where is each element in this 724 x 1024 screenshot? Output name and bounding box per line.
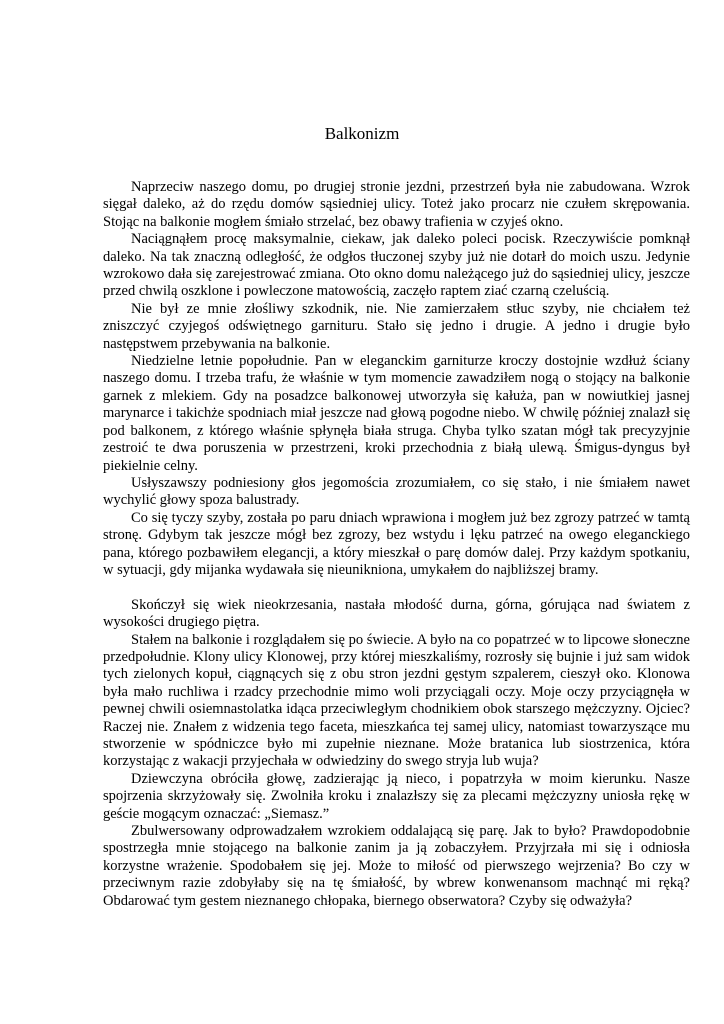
document-body [103,179,690,910]
paragraph: Naprzeciw naszego domu, po drugiej stronie jezdni, przestrzeń była nie zabudowana. Wzrok sięgał daleko, aż do rzędu domów sąsiedniej ulicy. Toteż jako procarz nie czułem skrępowania. Stojąc na balkonie mogłem śmiało strzelać, bez obawy trafienia w czyjeś okno. [103,179,690,230]
paragraph: Niedzielne letnie popołudnie. Pan w eleganckim garniturze kroczy dostojnie wzdłuż ściany naszego domu. I trzeba trafu, że właśnie w tym momencie zawadziłem nogą o stojący na balkonie garnek z mlekiem. Gdy na posadzce balkonowej utworzyła się kałuża, pan w nowiutkiej jasnej marynarce i takichże spodniach miał jeszcze nad głową pogodne niebo. W chwilę później znalazł się pod balkonem, z którego właśnie spłynęła biała struga. Chyba tylko szatan mógł tak precyzyjnie zestroić te dwa poruszenia w przestrzeni, kroki przechodnia z białą ulewą. Śmigus-dyngus był piekielnie celny. [103,353,690,474]
paragraph: Co się tyczy szyby, została po paru dniach wprawiona i mogłem już bez zgrozy patrzeć w tamtą stronę. Gdybym tak jeszcze mógł bez zgrozy, bez wstydu i lęku patrzeć na owego eleganckiego pana, którego pozbawiłem elegancji, a który mieszkał o parę domów dalej. Przy każdym spotkaniu, w sytuacji, gdy mijanka wydawała się nieuniknionа, umykałem do najbliższej bramy. [103,509,690,578]
paragraph: Stałem na balkonie i rozglądałem się po świecie. A było na co popatrzeć w to lipcowe słoneczne przedpołudnie. Klony ulicy Klonowej, przy której mieszkaliśmy, rozrosły się bujnie i już sam widok tych zielonych kopuł, ciągnących się z obu stron jezdni gęstym szpalerem, cieszył oko. Klonowa była mało ruchliwa i rzadcy przechodnie mimo woli przyciągali oczy. Moje oczy przyciągnęła w pewnej chwili osiemnastolatka idąca przeciwległym chodnikiem obok starszego mężczyzny. Ojciec? Raczej nie. Znałem z widzenia tego faceta, mieszkańca tej samej ulicy, natomiast towarzyszące mu stworzenie w spódniczce było mi zupełnie nieznane. Może bratanica lub siostrzenica, która korzystając z wakacji przyjechała w odwiedziny do swego stryja lub wuja? [103,631,690,770]
paragraph: Usłyszawszy podniesiony głos jegomościa zrozumiałem, co się stało, i nie śmiałem nawet wychylić głowy spoza balustrady. [103,474,690,509]
paragraph: Skończył się wiek nieokrzesania, nastała młodość durna, górna, górująca nad światem z wysokości drugiego piętra. [103,596,690,631]
paragraph: Zbulwersowany odprowadzałem wzrokiem oddalającą się parę. Jak to było? Prawdopodobnie spostrzegła mnie stojącego na balkonie zanim ja ją zobaczyłem. Przyjrzała mi się i odniosła korzystne wrażenie. Spodobałem się jej. Może to miłość od pierwszego wejrzenia? Bo czy w przeciwnym razie zdobyłaby się na tę śmiałość, by wbrew konwenansom machnąć mi ręką? Obdarować tym gestem nieznanego chłopaka, biernego obserwatora? Czyby się odważyła? [103,823,690,909]
paragraph: Nie był ze mnie złośliwy szkodnik, nie. Nie zamierzałem stłuc szyby, nie chciałem też zniszczyć czyjegoś odświętnego garnituru. Stało się jedno i drugie. A jedno i drugie było następstwem przebywania na balkonie. [103,300,690,352]
document-title: Balkonizm [324,124,400,143]
paragraph: Naciągnąłem procę maksymalnie, ciekaw, jak daleko poleci pocisk. Rzeczywiście pomknął daleko. Na tak znaczną odległość, że odgłos tłuczonej szyby już nie dotarł do moich uszu. Jedynie wzrokowo dała się zarejestrować zmiana. Oto okno domu należącego już do sąsiedniej ulicy, jeszcze przed chwilą oszklone i powleczone matowością, zaczęło raptem ziać czarną czeluścią. [103,231,690,300]
paragraph: Dziewczyna obróciła głowę, zadzierając ją nieco, i popatrzyła w moim kierunku. Nasze spojrzenia skrzyżowały się. Zwolniła kroku i znalazłszy się za plecami mężczyzny uniosła rękę w geście mogącym oznaczać: „Siemasz.” [103,770,690,822]
